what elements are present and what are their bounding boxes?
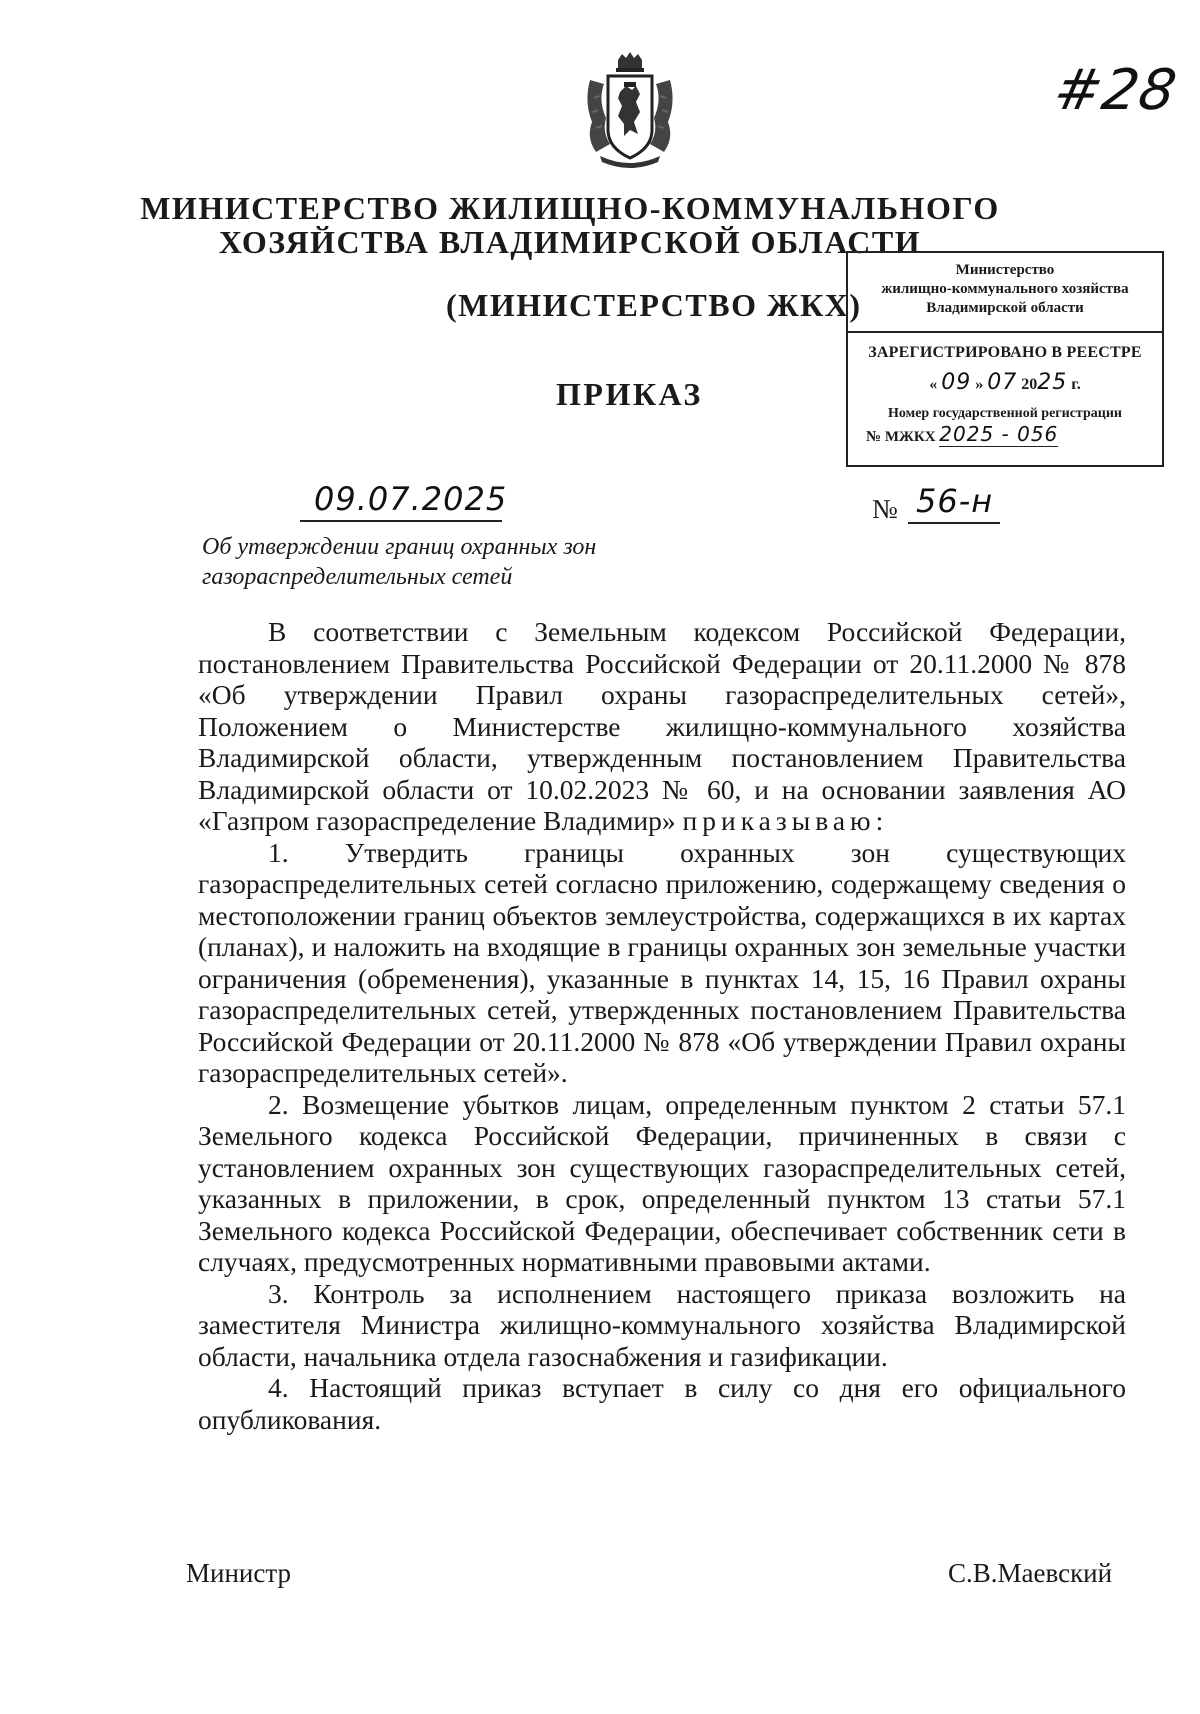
stamp-date-month: 07: [987, 370, 1018, 395]
order-subject: [202, 532, 596, 592]
ministry-name-line-1: МИНИСТЕРСТВО ЖИЛИЩНО-КОММУНАЛЬНОГО: [140, 190, 1000, 226]
order-number-label: №: [872, 494, 898, 524]
handwritten-number-mark: #28: [1049, 58, 1182, 123]
document-type-title: ПРИКАЗ: [556, 376, 703, 412]
registration-stamp: [846, 251, 1164, 467]
stamp-number-label: Номер государственной регистрации: [888, 405, 1122, 421]
stamp-date-open-quote: «: [929, 376, 938, 393]
stamp-date-close-quote: »: [975, 376, 984, 393]
coat-of-arms-emblem: [580, 52, 680, 174]
stamp-number-prefix: № МЖКХ: [866, 429, 936, 445]
stamp-number-row: [848, 422, 1162, 447]
order-item-4: 4. Настоящий приказ вступает в силу со дня его официального опубликования.: [198, 1372, 1126, 1435]
ministry-short-name: (МИНИСТЕРСТВО ЖКХ): [446, 287, 862, 323]
stamp-org-line-3: Владимирской области: [926, 299, 1084, 316]
stamp-registered-label: ЗАРЕГИСТРИРОВАНО В РЕЕСТРЕ: [868, 344, 1142, 361]
order-number-underline: [908, 522, 1000, 524]
stamp-year-unit: г.: [1071, 376, 1081, 393]
stamp-date-day: 09: [941, 370, 972, 395]
stamp-org-line-2: жилищно-коммунального хозяйства: [881, 280, 1129, 297]
preamble-text: В соответствии с Земельным кодексом Российской Федерации, постановлением Правительства Российской Федерации от 20.11.2000 № 878 «Об утверждении Правил охраны газораспределительных сетей», Положением о Министерстве жилищно-коммунального хозяйства Владимирской области, утвержденным постановлением Правительства Владимирской области от 10.02.2023 № 60, и на основании заявления АО «Газпром газораспределение Владимир»: [198, 616, 1126, 836]
order-body: [198, 616, 1126, 1435]
order-date: 09.07.2025: [314, 480, 508, 518]
subject-line-1: Об утверждении границ охранных зон: [202, 534, 597, 560]
stamp-date-row: [848, 369, 1162, 397]
order-item-1: 1. Утвердить границы охранных зон существующих газораспределительных сетей согласно приложению, содержащему сведения о местоположении границ объектов землеустройства, содержащихся в их картах (планах), и наложить на входящие в границы охранных зон земельные участки ограничения (обременения), указанные в пунктах 14, 15, 16 Правил охраны газораспределительных сетей, утвержденных постановлением Правительства Российской Федерации от 20.11.2000 № 878 «Об утверждении Правил охраны газораспределительных сетей».: [198, 836, 1126, 1088]
decree-word: приказываю:: [682, 805, 889, 836]
ministry-name-line-2: ХОЗЯЙСТВА ВЛАДИМИРСКОЙ ОБЛАСТИ: [218, 224, 922, 260]
stamp-org-line-1: Министерство: [955, 262, 1055, 278]
stamp-year-prefix: 20: [1021, 376, 1038, 393]
stamp-number-value: 2025 - 056: [939, 422, 1059, 446]
signatory-title: Министр: [186, 1558, 291, 1588]
stamp-organization: [848, 253, 1162, 333]
order-item-2: 2. Возмещение убытков лицам, определенным пунктом 2 статьи 57.1 Земельного кодекса Российской Федерации, причиненных в связи с установлением охранных зон существующих газораспределительных сетей, указанных в приложении, в срок, определенный пунктом 13 статьи 57.1 Земельного кодекса Российской Федерации, обеспечивает собственник сети в случаях, предусмотренных нормативными правовыми актами.: [198, 1088, 1126, 1277]
order-number: 56-н: [916, 482, 994, 520]
signatory-name: С.В.Маевский: [948, 1558, 1113, 1588]
order-date-underline: [300, 520, 502, 522]
subject-line-2: газораспределительных сетей: [202, 564, 513, 590]
stamp-year-suffix: 25: [1037, 370, 1068, 395]
preamble-paragraph: [198, 616, 1126, 837]
order-item-3: 3. Контроль за исполнением настоящего приказа возложить на заместителя Министра жилищно-коммунального хозяйства Владимирской области, начальника отдела газоснабжения и газификации.: [198, 1277, 1126, 1372]
